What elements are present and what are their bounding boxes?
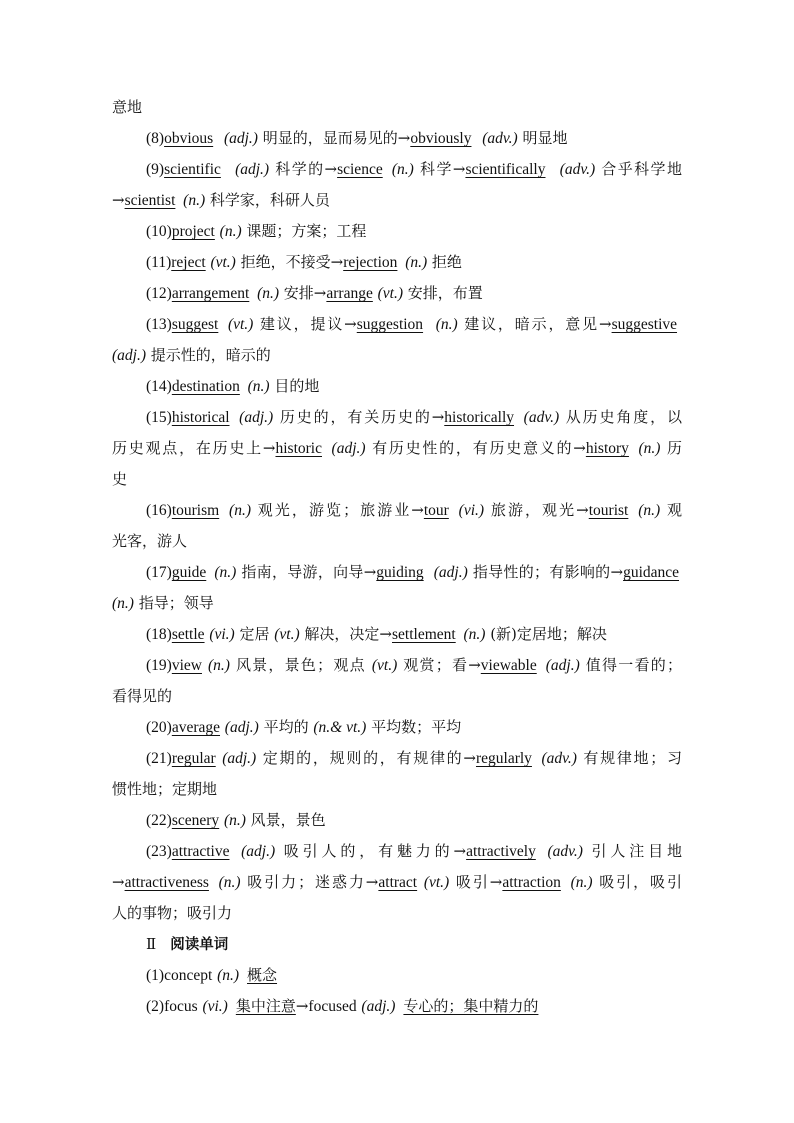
vocab-entry-13-cont	[112, 340, 682, 371]
part-of-speech: (adv.)	[523, 409, 560, 426]
continuation-text: 光客，游人	[112, 532, 188, 550]
part-of-speech: (n.)	[638, 502, 661, 519]
part-of-speech: (adj.)	[433, 564, 468, 581]
entry-number: (22)	[146, 812, 172, 829]
entry-number: (2)	[146, 998, 165, 1015]
vocab-entry-16	[112, 495, 682, 526]
vocab-entry-15	[112, 402, 682, 433]
answer-word: scientific	[164, 161, 221, 178]
answer-word: viewable	[480, 657, 537, 674]
vocab-entry-11	[112, 247, 682, 278]
arrow: →	[112, 191, 125, 209]
section-heading	[112, 929, 682, 960]
arrow: →	[295, 997, 309, 1015]
answer-word: attractive	[171, 843, 230, 860]
answer-word: tour	[423, 502, 449, 519]
part-of-speech: (adj.)	[223, 130, 258, 147]
meaning-text: 吸引人的，有魅力的→	[275, 842, 467, 860]
answer-word: science	[337, 161, 383, 178]
part-of-speech: (vt.)	[371, 657, 398, 674]
meaning-text: 安排→	[279, 284, 327, 302]
meaning-text: 定居	[234, 625, 275, 643]
meaning-text: 平均数；平均	[366, 718, 462, 736]
part-of-speech: (n.)	[218, 874, 241, 891]
answer-word: historical	[171, 409, 230, 426]
part-of-speech: (n.)	[570, 874, 593, 891]
entry-number: (14)	[146, 378, 172, 395]
vocab-entry-22	[112, 805, 682, 836]
vocab-entry-14	[112, 371, 682, 402]
part-of-speech: (adv.)	[482, 130, 518, 147]
meaning-text: 指南，导游，向导→	[236, 563, 377, 581]
continuation-text: 意地	[112, 98, 143, 116]
answer-word: rejection	[343, 254, 398, 271]
answer-word: attraction	[502, 874, 561, 891]
meaning-text: 建议，暗示，意见→	[457, 315, 612, 333]
meaning-text: 观	[660, 501, 682, 519]
part-of-speech: (n.)	[463, 626, 486, 643]
answer-word: suggestive	[611, 316, 678, 333]
meaning-text: 吸引力；迷惑力→	[240, 873, 379, 891]
entry-number: (16)	[146, 502, 172, 519]
part-of-speech: (vt.)	[210, 254, 236, 271]
part-of-speech: (n.)	[112, 595, 134, 612]
meaning-text: 科学→	[413, 160, 466, 178]
answer-word: scenery	[171, 812, 220, 829]
entry-number: (17)	[146, 564, 172, 581]
answer-meaning: 集中注意	[235, 997, 296, 1015]
arrow: →	[112, 873, 125, 891]
answer-word: settle	[171, 626, 205, 643]
vocab-entry-13	[112, 309, 682, 340]
part-of-speech: (n.)	[219, 223, 242, 240]
part-of-speech: (n.)	[183, 192, 206, 209]
part-of-speech: (vt.)	[227, 316, 254, 333]
part-of-speech: (adv.)	[547, 843, 583, 860]
part-of-speech: (n.)	[223, 812, 246, 829]
text-line	[112, 898, 682, 929]
meaning-text: 旅游，观光→	[484, 501, 589, 519]
part-of-speech: (n.)	[405, 254, 428, 271]
part-of-speech: (vi.)	[458, 502, 485, 519]
answer-meaning: 概念	[247, 966, 278, 984]
meaning-text: 历史观点，在历史上→	[112, 439, 276, 457]
part-of-speech: (vt.)	[423, 874, 450, 891]
meaning-text: 有规律地；习	[576, 749, 682, 767]
answer-word: reject	[171, 254, 206, 271]
text-line	[112, 681, 682, 712]
answer-word: attractiveness	[124, 874, 209, 891]
meaning-text: 历史的，有关历史的→	[273, 408, 445, 426]
answer-word: scientifically	[465, 161, 546, 178]
answer-word: regularly	[475, 750, 532, 767]
answer-word: guide	[171, 564, 207, 581]
answer-word: destination	[171, 378, 240, 395]
vocab-entry-21	[112, 743, 682, 774]
meaning-text: 明显的，显而易见的→	[257, 129, 411, 147]
answer-word: historically	[444, 409, 515, 426]
entry-number: (18)	[146, 626, 172, 643]
part-of-speech: (n.)	[638, 440, 661, 457]
part-of-speech: (adv.)	[559, 161, 596, 178]
vocab-entry-9-cont	[112, 185, 682, 216]
meaning-text: 提示性的，暗示的	[146, 346, 271, 364]
meaning-text: 科学的→	[269, 160, 338, 178]
answer-word: regular	[171, 750, 216, 767]
meaning-text: 历	[660, 439, 682, 457]
meaning-text: 指导；领导	[133, 594, 214, 612]
part-of-speech: (n.)	[435, 316, 458, 333]
answer-word: settlement	[392, 626, 456, 643]
vocab-entry-12	[112, 278, 682, 309]
entry-number: (19)	[146, 657, 172, 674]
meaning-text: 引人注目地	[582, 842, 682, 860]
part-of-speech: (adv.)	[541, 750, 577, 767]
meaning-text: 吸引→	[449, 873, 503, 891]
answer-word: attractively	[466, 843, 536, 860]
entry-number: (9)	[146, 161, 165, 178]
vocab-entry-23	[112, 836, 682, 867]
meaning-text: 拒绝，不接受→	[235, 253, 344, 271]
part-of-speech: (n.)	[229, 502, 251, 519]
answer-word: suggest	[171, 316, 219, 333]
entry-number: (23)	[146, 843, 172, 860]
answer-word: tourist	[588, 502, 629, 519]
vocab-entry-10	[112, 216, 682, 247]
answer-word: arrangement	[171, 285, 250, 302]
word: focused	[308, 998, 357, 1015]
meaning-text: 吸引，吸引	[592, 873, 682, 891]
meaning-text: 合乎科学地	[595, 160, 682, 178]
meaning-text: 观光，游览；旅游业→	[250, 501, 424, 519]
part-of-speech: (n.)	[257, 285, 280, 302]
vocab-entry-20	[112, 712, 682, 743]
answer-word: obvious	[164, 130, 214, 147]
continuation-text: 看得见的	[112, 687, 173, 705]
part-of-speech: (adj.)	[224, 719, 259, 736]
part-of-speech: (n.)	[214, 564, 237, 581]
meaning-text: 定期的，规则的，有规律的→	[256, 749, 476, 767]
part-of-speech: (adj.)	[239, 409, 274, 426]
section-title: 阅读单词	[170, 937, 229, 953]
part-of-speech: (n.)	[247, 378, 270, 395]
part-of-speech: (adj.)	[361, 998, 396, 1015]
part-of-speech: (adj.)	[241, 843, 276, 860]
vocab-entry-8	[112, 123, 682, 154]
meaning-text: 解决，决定→	[299, 625, 392, 643]
continuation-text: 惯性地；定期地	[112, 780, 218, 798]
vocab-entry-17-cont	[112, 588, 682, 619]
meaning-text: 有历史性的，有历史意义的→	[365, 439, 586, 457]
part-of-speech: (n.)	[391, 161, 414, 178]
entry-number: (13)	[146, 316, 172, 333]
entry-number: (20)	[146, 719, 172, 736]
meaning-text: 拒绝	[427, 253, 462, 271]
meaning-text: 从历史角度，以	[559, 408, 682, 426]
answer-word: tourism	[171, 502, 220, 519]
part-of-speech: (vt.)	[377, 285, 404, 302]
answer-word: suggestion	[356, 316, 424, 333]
entry-number: (15)	[146, 409, 172, 426]
part-of-speech: (adj.)	[545, 657, 580, 674]
word: focus	[164, 998, 198, 1015]
part-of-speech: (vi.)	[202, 998, 228, 1015]
part-of-speech: (vt.)	[274, 626, 300, 643]
entry-number: (21)	[146, 750, 172, 767]
meaning-text: 课题；方案；工程	[241, 222, 367, 240]
meaning-text: 风景，景色；观点	[229, 656, 372, 674]
meaning-text: 安排，布置	[403, 284, 483, 302]
word: concept	[164, 967, 213, 984]
vocabulary-list	[112, 92, 682, 1022]
meaning-text: 值得一看的；	[579, 656, 682, 674]
text-line	[112, 526, 682, 557]
meaning-text: 科学家，科研人员	[205, 191, 330, 209]
reading-word-1	[112, 960, 682, 991]
entry-number: (11)	[146, 254, 172, 271]
answer-word: view	[171, 657, 202, 674]
part-of-speech: (adj.)	[222, 750, 257, 767]
entry-number: (10)	[146, 223, 172, 240]
vocab-entry-23-cont	[112, 867, 682, 898]
meaning-text: 风景，景色	[245, 811, 326, 829]
answer-word: guiding	[376, 564, 424, 581]
answer-word: historic	[275, 440, 322, 457]
vocab-entry-9	[112, 154, 682, 185]
continuation-text: 人的事物；吸引力	[112, 904, 233, 922]
answer-word: obviously	[410, 130, 472, 147]
vocab-entry-17	[112, 557, 682, 588]
vocab-entry-15-cont	[112, 433, 682, 464]
reading-word-2	[112, 991, 682, 1022]
part-of-speech: (adj.)	[112, 347, 147, 364]
section-numeral: Ⅱ	[146, 935, 157, 953]
meaning-text: 平均的	[258, 718, 314, 736]
text-line	[112, 92, 682, 123]
answer-word: guidance	[623, 564, 680, 581]
text-line	[112, 774, 682, 805]
answer-meaning: 专心的；集中精力的	[403, 997, 539, 1015]
vocab-entry-18	[112, 619, 682, 650]
text-line	[112, 464, 682, 495]
answer-word: project	[171, 223, 215, 240]
answer-word: scientist	[124, 192, 176, 209]
answer-word: history	[585, 440, 629, 457]
answer-word: arrange	[326, 285, 373, 302]
meaning-text: 观赏；看→	[397, 656, 481, 674]
part-of-speech: (adj.)	[331, 440, 366, 457]
meaning-text: 指导性的；有影响的→	[467, 563, 624, 581]
meaning-text: 建议，提议→	[253, 315, 357, 333]
answer-word: attract	[378, 874, 418, 891]
part-of-speech: (n.)	[217, 967, 240, 984]
answer-word: average	[171, 719, 221, 736]
part-of-speech: (n.& vt.)	[313, 719, 367, 736]
vocab-entry-19	[112, 650, 682, 681]
meaning-text: (新)定居地；解决	[485, 625, 607, 643]
continuation-text: 史	[112, 470, 128, 488]
part-of-speech: (n.)	[207, 657, 230, 674]
entry-number: (8)	[146, 130, 165, 147]
meaning-text: 目的地	[269, 377, 320, 395]
part-of-speech: (vi.)	[209, 626, 235, 643]
meaning-text: 明显地	[517, 129, 568, 147]
entry-number: (1)	[146, 967, 165, 984]
part-of-speech: (adj.)	[235, 161, 270, 178]
entry-number: (12)	[146, 285, 172, 302]
